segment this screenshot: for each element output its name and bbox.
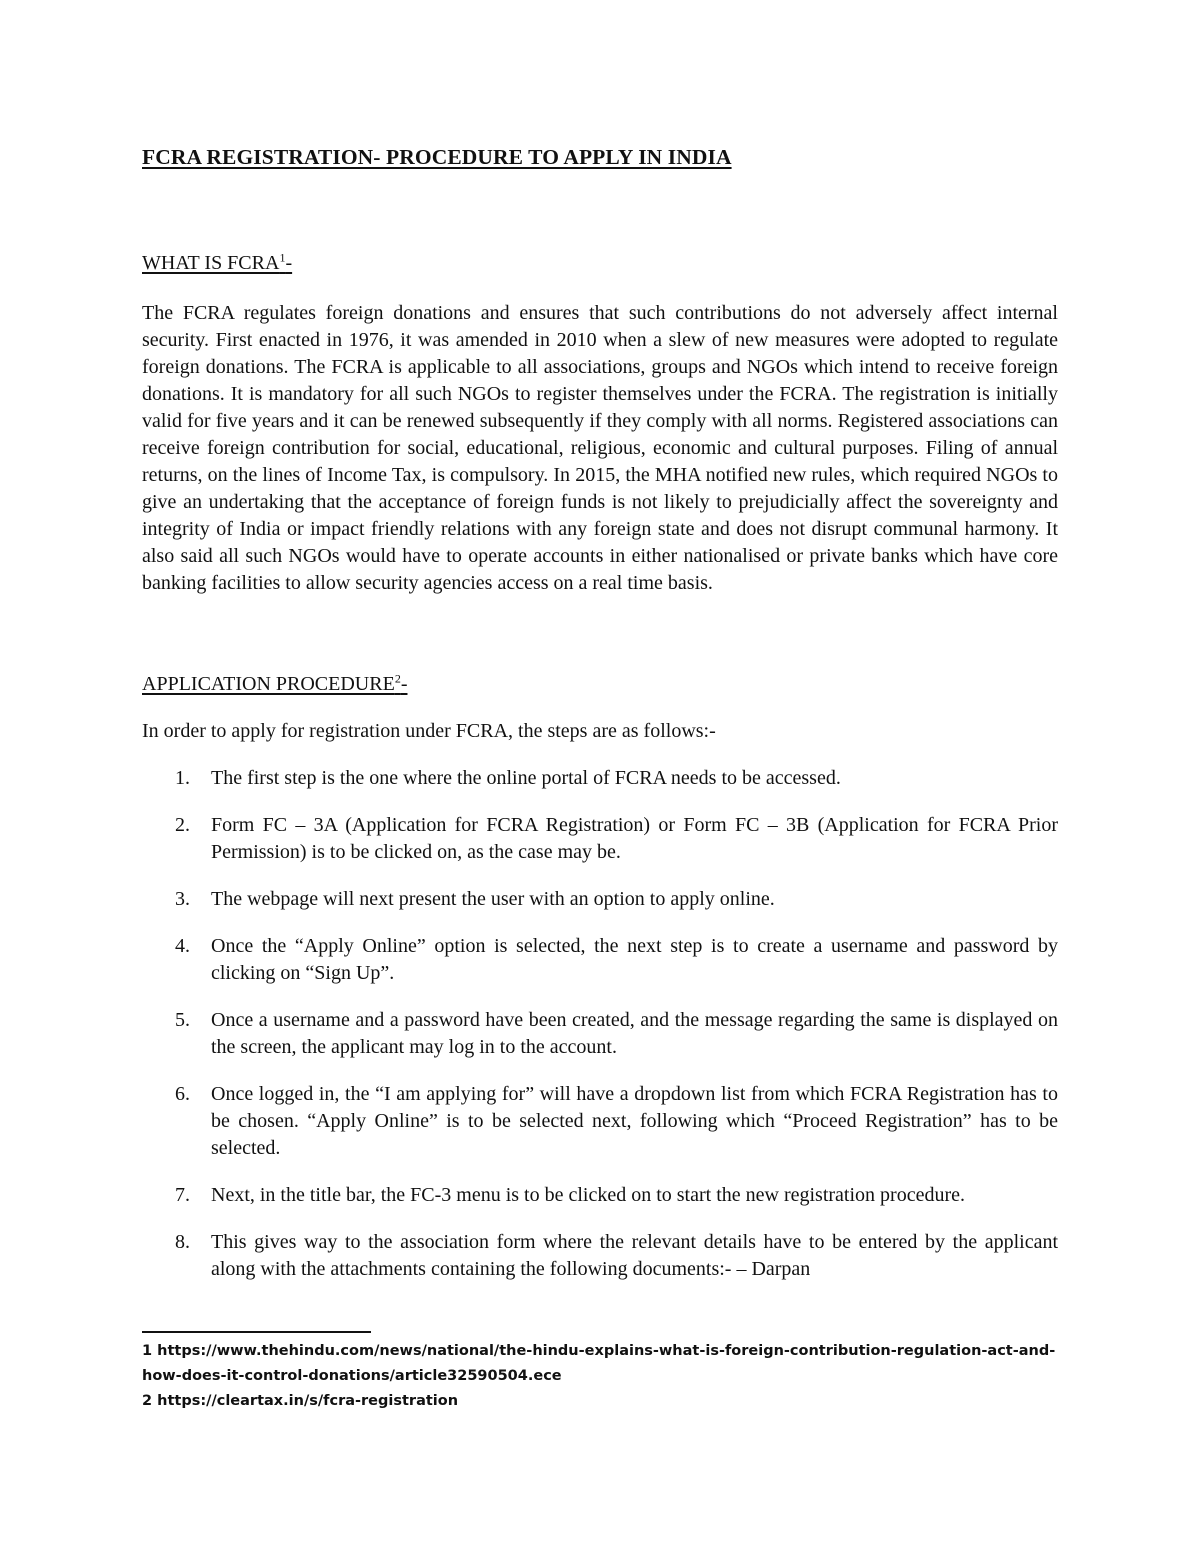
step-number: 1. — [175, 767, 190, 789]
step-number: 8. — [175, 1231, 190, 1253]
footnote-ref-1[interactable]: 1 — [279, 250, 286, 265]
footnote-2 — [142, 1389, 1058, 1414]
list-item — [142, 1081, 1058, 1162]
step-text: Once a username and a password have been created, and the message regarding the same is displayed on the screen, the applicant may log in to the account. — [211, 1009, 1058, 1058]
footnote-ref-2[interactable]: 2 — [394, 671, 401, 686]
step-number: 4. — [175, 935, 190, 957]
step-number: 7. — [175, 1184, 190, 1206]
footnote-separator — [142, 1331, 371, 1333]
footnote-1 — [142, 1339, 1058, 1389]
fcra-description-paragraph: The FCRA regulates foreign donations and ensures that such contributions do not adversely affect internal security. First enacted in 1976, it was amended in 2010 when a slew of new measures were adopted to regulate foreign donations. The FCRA is applicable to all associations, groups and NGOs which intend to receive foreign donations. It is mandatory for all such NGOs to register themselves under the FCRA. The registration is initially valid for five years and it can be renewed subsequently if they comply with all norms. Registered associations can receive foreign contribution for social, educational, religious, economic and cultural purposes. Filing of annual returns, on the lines of Income Tax, is compulsory. In 2015, the MHA notified new rules, which required NGOs to give an undertaking that the acceptance of foreign funds is not likely to prejudicially affect the sovereignty and integrity of India or impact friendly relations with any foreign state and does not disrupt communal harmony. It also said all such NGOs would have to operate accounts in either nationalised or private banks which have core banking facilities to allow security agencies access on a real time basis. — [142, 302, 1058, 594]
step-text: Next, in the title bar, the FC-3 menu is to be clicked on to start the new registration procedure. — [211, 1184, 965, 1206]
section-heading-suffix: - — [285, 252, 293, 274]
document-title: FCRA REGISTRATION- PROCEDURE TO APPLY IN INDIA — [142, 145, 732, 169]
step-number: 6. — [175, 1083, 190, 1105]
section-heading-text: APPLICATION PROCEDURE — [142, 673, 395, 695]
step-text: The webpage will next present the user with an option to apply online. — [211, 888, 775, 910]
step-number: 3. — [175, 888, 190, 910]
list-item — [142, 1007, 1058, 1061]
section-heading-application-procedure — [142, 671, 407, 698]
step-text: Form FC – 3A (Application for FCRA Registration) or Form FC – 3B (Application for FCRA Prior Permission) is to be clicked on, as the case may be. — [211, 814, 1058, 863]
step-text: This gives way to the association form where the relevant details have to be entered by the applicant along with the attachments containing the following documents:- – Darpan — [211, 1231, 1058, 1280]
document-page — [142, 0, 1058, 1553]
section-heading-what-is-fcra — [142, 250, 292, 277]
footnote-number: 2 — [142, 1393, 153, 1409]
section-heading-suffix: - — [400, 673, 408, 695]
footnote-link[interactable]: https://cleartax.in/s/fcra-registration — [157, 1393, 459, 1409]
list-item — [142, 812, 1058, 866]
step-number: 5. — [175, 1009, 190, 1031]
list-item — [142, 765, 1058, 792]
step-text: Once the “Apply Online” option is selected, the next step is to create a username and password by clicking on “Sign Up”. — [211, 935, 1058, 984]
step-number: 2. — [175, 814, 190, 836]
footnote-link[interactable]: https://www.thehindu.com/news/national/the-hindu-explains-what-is-foreign-contribution-regulation-act-and-how-does-it-control-donations/article32590504.ece — [142, 1343, 1056, 1384]
footnote-number: 1 — [142, 1343, 153, 1359]
footnotes — [142, 1339, 1058, 1414]
step-text: Once logged in, the “I am applying for” will have a dropdown list from which FCRA Registration has to be chosen. “Apply Online” is to be selected next, following which “Proceed Registration” has to be selected. — [211, 1083, 1058, 1159]
list-item — [142, 1182, 1058, 1209]
section-heading-text: WHAT IS FCRA — [142, 252, 280, 274]
list-item — [142, 1229, 1058, 1283]
list-item — [142, 933, 1058, 987]
list-item — [142, 886, 1058, 913]
step-text: The first step is the one where the online portal of FCRA needs to be accessed. — [211, 767, 841, 789]
procedure-steps-list — [142, 765, 1058, 1303]
procedure-intro: In order to apply for registration under FCRA, the steps are as follows:- — [142, 720, 716, 742]
